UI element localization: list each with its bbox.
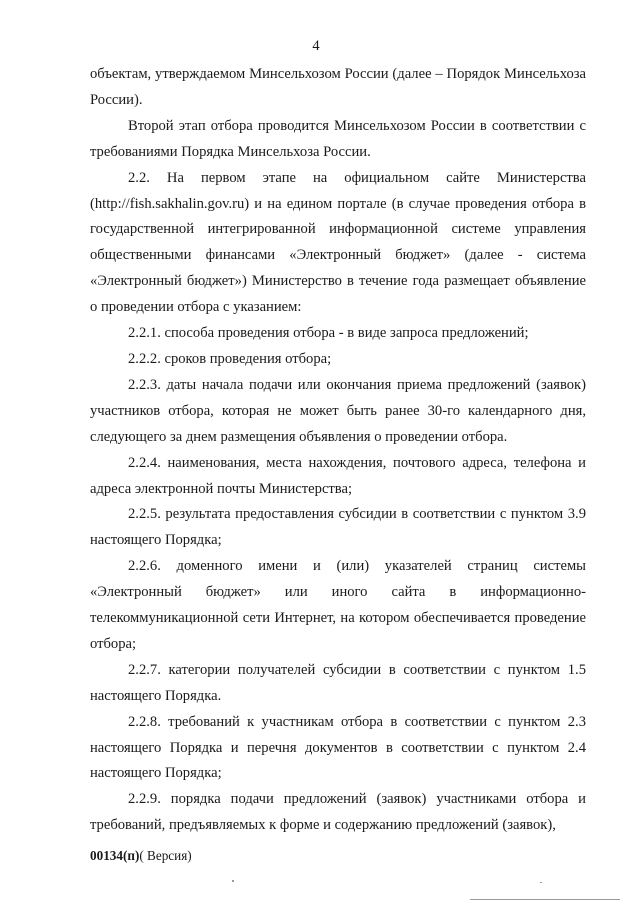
paragraph-2-2-9: 2.2.9. порядка подачи предложений (заявок) участниками отбора и требований, предъявляемых к форме и содержанию предложений (заявок), bbox=[90, 791, 586, 834]
paragraph-2-2-7: 2.2.7. категории получателей субсидии в соответствии с пунктом 1.5 настоящего Порядка. bbox=[90, 661, 586, 704]
paragraph-2-2-5: 2.2.5. результата предоставления субсидии в соответствии с пунктом 3.9 настоящего Порядка; bbox=[90, 506, 586, 549]
scan-artifact-dot bbox=[540, 882, 542, 883]
paragraph-2-2-6: 2.2.6. доменного имени и (или) указателей страниц системы «Электронный бюджет» или иного сайта в информационно-телекоммуникационной сети Интернет, на котором обеспечивается проведение отбора; bbox=[90, 558, 586, 652]
document-code: 00134(п) bbox=[90, 848, 140, 863]
paragraph-2-2-2: 2.2.2. сроков проведения отбора; bbox=[128, 350, 332, 367]
paragraph-2-2: 2.2. На первом этапе на официальном сайте Министерства (http://fish.sakhalin.gov.ru) и на едином портале (в случае проведения отбора в государственной интегрированной информационной системе управления общественными финансами «Электронный бюджет» (далее - система «Электронный бюджет») Министерство в течение года размещает объявление о проведении отбора с указанием: bbox=[90, 169, 586, 316]
paragraph-2-2-4: 2.2.4. наименования, места нахождения, почтового адреса, телефона и адреса электронной почты Министерства; bbox=[90, 454, 586, 497]
paragraph-2-2-3: 2.2.3. даты начала подачи или окончания приема предложений (заявок) участников отбора, которая не может быть ранее 30-го календарного дня, следующего за днем размещения объявления о проведении отбора. bbox=[90, 376, 586, 445]
scan-artifact-line bbox=[470, 899, 620, 900]
scan-artifact-dot bbox=[232, 880, 234, 882]
paragraph-second-stage: Второй этап отбора проводится Минсельхозом России в соответствии с требованиями Порядка Минсельхоза России. bbox=[90, 117, 586, 160]
page-number: 4 bbox=[312, 38, 320, 54]
document-body bbox=[90, 62, 586, 839]
page-footer bbox=[90, 848, 192, 864]
document-version: ( Версия) bbox=[139, 848, 192, 863]
paragraph-2-2-8: 2.2.8. требований к участникам отбора в соответствии с пунктом 2.3 настоящего Порядка и перечня документов в соответствии с пунктом 2.4 настоящего Порядка; bbox=[90, 713, 586, 782]
paragraph-continuation: объектам, утверждаемом Минсельхозом России (далее – Порядок Минсельхоза России). bbox=[90, 66, 586, 108]
paragraph-2-2-1: 2.2.1. способа проведения отбора - в виде запроса предложений; bbox=[128, 325, 529, 342]
